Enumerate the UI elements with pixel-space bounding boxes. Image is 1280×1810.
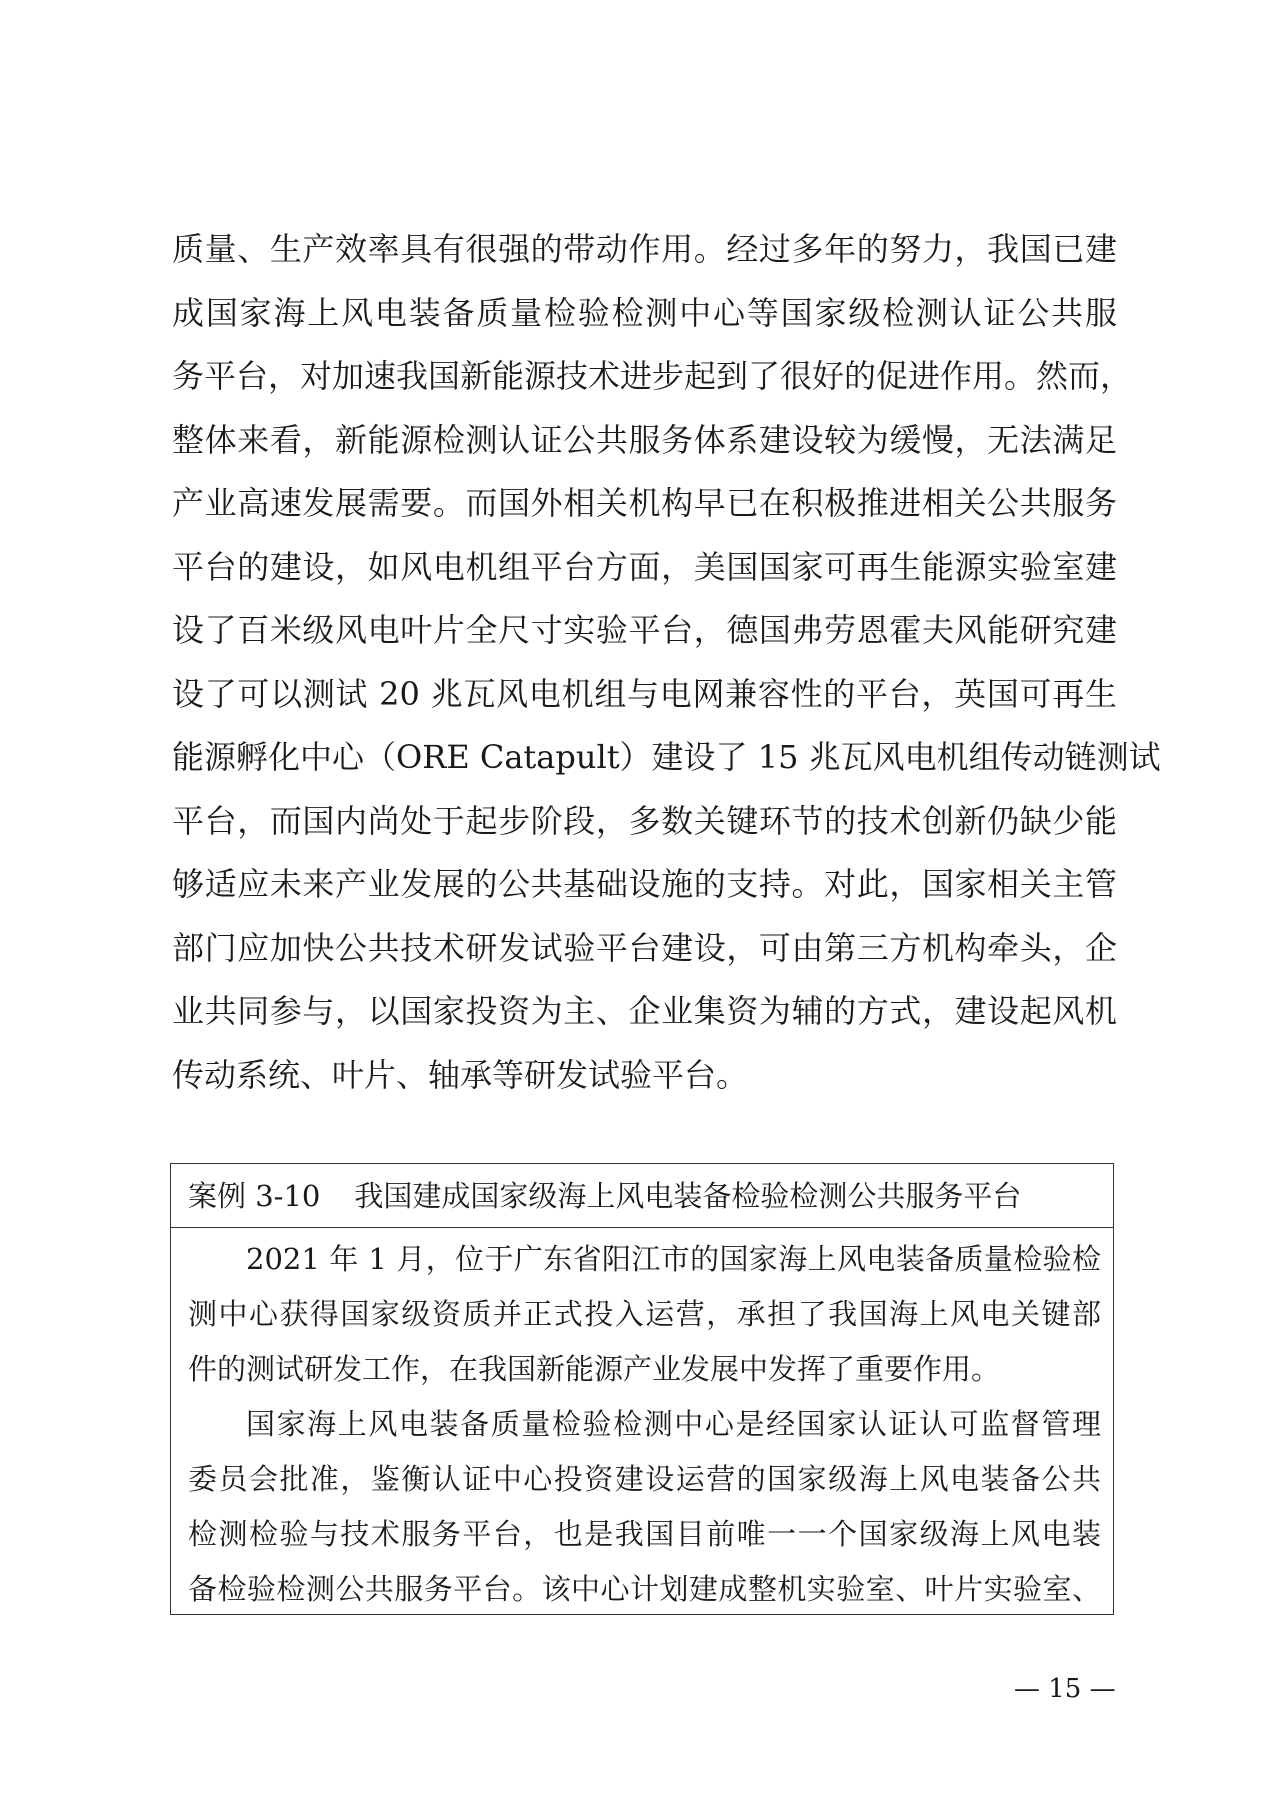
body-line: 够适应未来产业发展的公共基础设施的支持。对此，国家相关主管 xyxy=(172,865,1117,903)
body-line: 业共同参与，以国家投资为主、企业集资为辅的方式，建设起风机 xyxy=(172,992,1117,1030)
case-paragraph-2-line: 备检验检测公共服务平台。该中心计划建成整机实验室、叶片实验室、 xyxy=(188,1572,1101,1606)
body-line: 传动系统、叶片、轴承等研发试验平台。 xyxy=(172,1055,749,1094)
body-line: 平台，而国内尚处于起步阶段，多数关键环节的技术创新仍缺少能 xyxy=(172,801,1117,840)
case-paragraph-2-line: 国家海上风电装备质量检验检测中心是经国家认证认可监督管理 xyxy=(246,1407,1101,1441)
case-study-box xyxy=(170,1163,1114,1615)
case-paragraph-2-line: 委员会批准，鉴衡认证中心投资建设运营的国家级海上风电装备公共 xyxy=(188,1462,1101,1496)
body-line: 设了百米级风电叶片全尺寸实验平台，德国弗劳恩霍夫风能研究建 xyxy=(172,611,1117,649)
case-study-body xyxy=(171,1228,1113,1617)
case-study-title: 我国建成国家级海上风电装备检验检测公共服务平台 xyxy=(354,1178,1022,1213)
case-study-label: 案例 3-10 xyxy=(188,1178,321,1213)
body-line: 部门应加快公共技术研发试验平台建设，可由第三方机构牵头，企 xyxy=(172,928,1117,967)
body-line: 平台的建设，如风电机组平台方面，美国国家可再生能源实验室建 xyxy=(172,547,1117,586)
case-paragraph-2-line: 检测检验与技术服务平台，也是我国目前唯一一个国家级海上风电装 xyxy=(188,1517,1101,1551)
body-line: 能源孵化中心（ORE Catapult）建设了 15 兆瓦风电机组传动链测试 xyxy=(172,738,1161,776)
body-line: 产业高速发展需要。而国外相关机构早已在积极推进相关公共服务 xyxy=(172,484,1117,522)
body-line: 质量、生产效率具有很强的带动作用。经过多年的努力，我国已建 xyxy=(172,230,1117,268)
body-paragraph xyxy=(172,218,1161,1107)
body-line: 成国家海上风电装备质量检验检测中心等国家级检测认证公共服 xyxy=(172,293,1117,332)
page-number: — 15 — xyxy=(1014,1674,1116,1704)
body-line: 务平台，对加速我国新能源技术进步起到了很好的促进作用。然而， xyxy=(172,357,1133,395)
body-line: 设了可以测试 20 兆瓦风电机组与电网兼容性的平台，英国可再生 xyxy=(172,674,1117,713)
case-paragraph-1-line: 2021 年 1 月，位于广东省阳江市的国家海上风电装备质量检验检 xyxy=(246,1242,1101,1276)
case-study-header xyxy=(171,1164,1113,1228)
case-paragraph-1-line: 件的测试研发工作，在我国新能源产业发展中发挥了重要作用。 xyxy=(188,1352,1001,1386)
case-paragraph-1-line: 测中心获得国家级资质并正式投入运营，承担了我国海上风电关键部 xyxy=(188,1297,1101,1331)
body-line: 整体来看，新能源检测认证公共服务体系建设较为缓慢，无法满足 xyxy=(172,420,1117,459)
